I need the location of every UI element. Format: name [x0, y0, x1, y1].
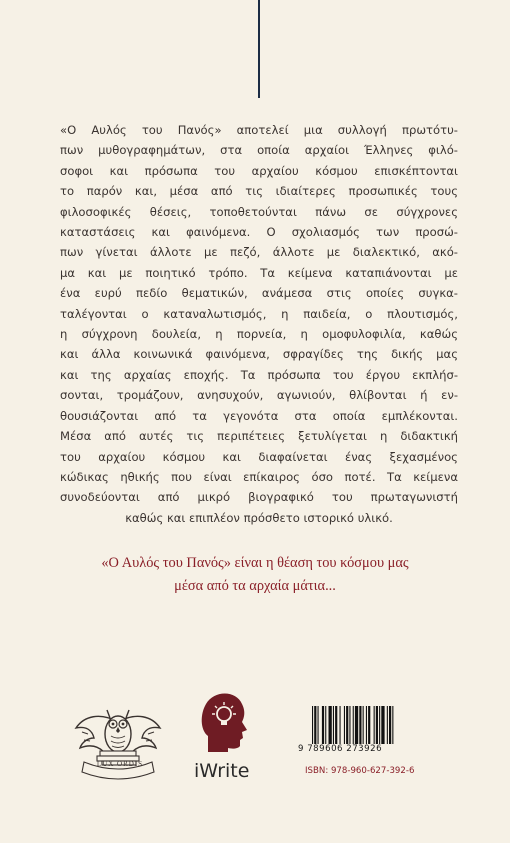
- blurb-line: του αρχαίου κόσμου και διαφαίνεται ένας ξεχασμένος: [60, 449, 458, 464]
- blurb-line: πων μυθογραφημάτων, στα οποία αρχαίοι Έλληνες φιλό-: [60, 143, 458, 158]
- blurb-line: η σύγχρονη δουλεία, η πορνεία, η ομοφυλοφιλία, καθώς: [60, 327, 458, 342]
- barcode-bar: [366, 706, 367, 744]
- blurb-line: θουσιάζονται από τα γεγονότα στα οποία εμπλέκονται.: [60, 408, 458, 423]
- blurb-line: καταστάσεις και φαινόμενα. Ο σχολιασμός των προσώ-: [60, 225, 458, 240]
- isbn-number: ISBN: 978-960-627-392-6: [305, 766, 415, 776]
- barcode: [308, 706, 448, 744]
- barcode-bar: [368, 706, 370, 744]
- barcode-bar: [389, 706, 391, 744]
- blurb-line: σονται, τρομάζουν, ανησυχούν, αγωνιούν, θλίβονται ή εν-: [60, 388, 458, 403]
- blurb-line: «Ο Αυλός του Πανός» αποτελεί μια συλλογή πρωτότυ-: [60, 123, 458, 137]
- blurb-line: Μέσα από αυτές τις περιπέτειες ξετυλίγεται η διδακτική: [60, 429, 458, 444]
- iwrite-head-logo: [198, 686, 248, 756]
- barcode-bar: [392, 706, 393, 744]
- barcode-bar: [359, 706, 361, 744]
- barcode-bar: [322, 706, 324, 744]
- barcode-bar: [333, 706, 334, 744]
- blurb-line: μα και με ποιητικό τρόπο. Τα κείμενα καταπιάνονται με: [60, 265, 458, 280]
- barcode-bar: [355, 706, 358, 744]
- barcode-bar: [349, 706, 350, 744]
- barcode-bar: [381, 706, 384, 744]
- barcode-bar: [387, 706, 388, 744]
- barcode-bar: [346, 706, 348, 744]
- barcode-bar: [340, 706, 341, 744]
- back-cover-blurb: [60, 120, 458, 528]
- barcode-bar: [379, 706, 380, 744]
- blurb-line: πων γίνεται άλλοτε με πεζό, άλλοτε με διαλεκτικό, ακό-: [60, 245, 458, 260]
- blurb-line: κώδικας ηθικής που είναι επίκαιρος όσο ποτέ. Τα κείμενα: [60, 469, 458, 484]
- barcode-bar: [335, 706, 337, 744]
- iwrite-label: iWrite: [194, 760, 250, 782]
- blurb-line: και της αρχαίας εποχής. Τα πρόσωπα του έργου εκπλήσ-: [60, 367, 458, 382]
- lux-ordis-owl-logo: [70, 682, 166, 792]
- barcode-bar: [374, 706, 375, 744]
- barcode-bar: [318, 706, 319, 744]
- barcode-bar: [353, 706, 354, 744]
- barcode-bar: [314, 706, 316, 744]
- blurb-line: το παρόν και, μέσα από τις ιδιαίτερες προσωπικές τους: [60, 184, 458, 199]
- blurb-line: συνοδεύονται από μικρό βιογραφικό του πρωταγωνιστή: [60, 490, 458, 505]
- lux-ordis-label: LUX ORDIS: [96, 760, 144, 768]
- top-divider-line: [258, 0, 260, 98]
- barcode-bar: [325, 706, 326, 744]
- barcode-bar: [363, 706, 364, 744]
- blurb-line: και άλλα κοινωνικά φαινόμενα, σφραγίδες της δικής μας: [60, 347, 458, 362]
- tagline-line-2: μέσα από τα αρχαία μάτια...: [174, 578, 336, 594]
- barcode-bar: [376, 706, 378, 744]
- blurb-line: ένα ευρύ πεδίο θεματικών, ανάμεσα στις οποίες συγκα-: [60, 286, 458, 301]
- blurb-line: καθώς και επιπλέον πρόσθετο ιστορικό υλικό.: [125, 510, 393, 525]
- barcode-bar: [329, 706, 332, 744]
- blurb-line: σοφοι και πρόσωπα του αρχαίου κόσμου επισκέπτονται: [60, 163, 458, 178]
- blurb-line: ταλέγονται ο καταναλωτισμός, η παιδεία, ο πλουτισμός,: [60, 306, 458, 321]
- tagline-line-1: «Ο Αυλός του Πανός» είναι η θέαση του κόσμου μας: [101, 555, 409, 571]
- blurb-line: φιλοσοφικές θέσεις, τοποθετούνται πάνω σε σύγχρονες: [60, 204, 458, 219]
- barcode-bar: [312, 706, 313, 744]
- barcode-digits: 9 789606 273926: [298, 744, 383, 754]
- barcode-bar: [344, 706, 345, 744]
- tagline: [40, 552, 470, 598]
